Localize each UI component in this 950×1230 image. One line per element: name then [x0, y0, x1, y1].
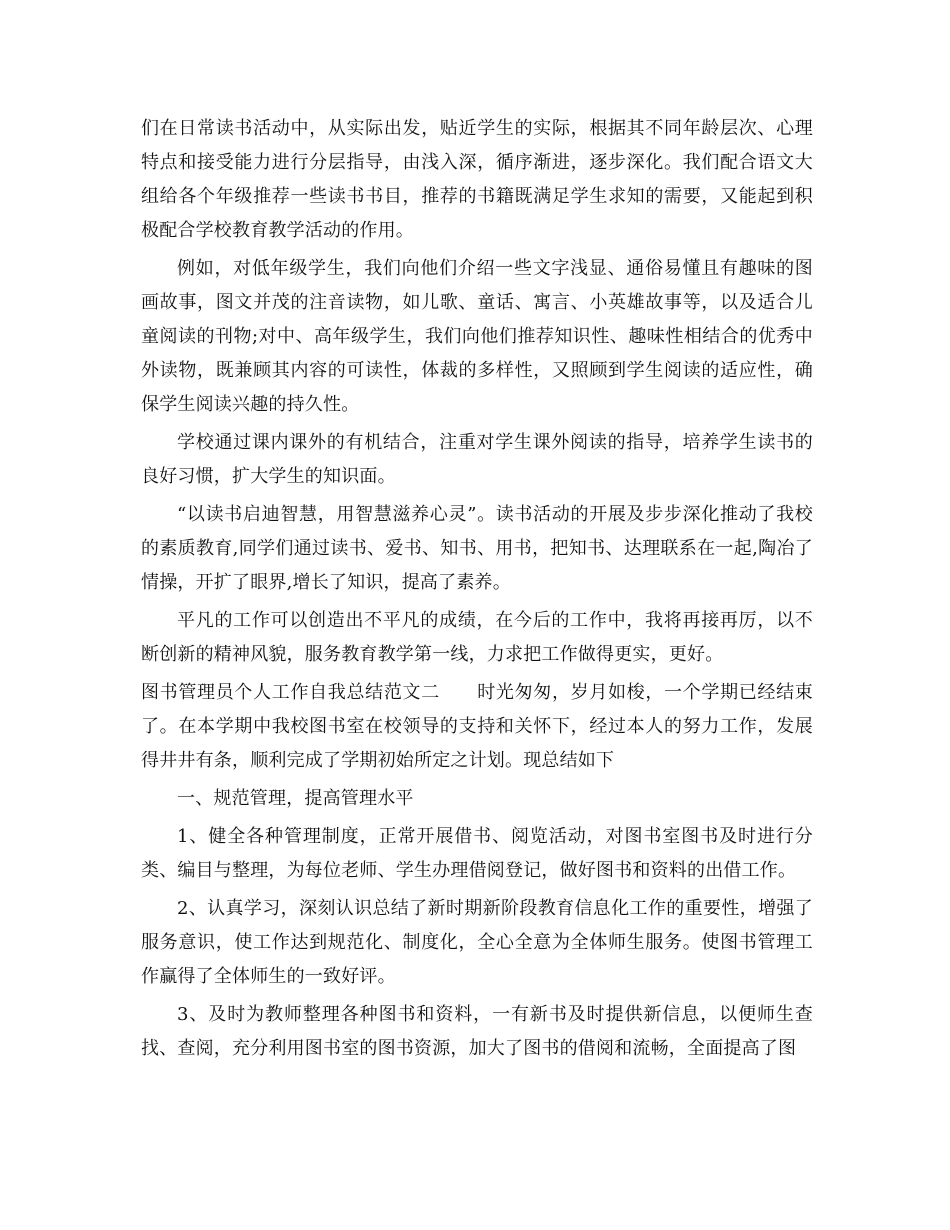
paragraph-5: 平凡的工作可以创造出不平凡的成绩，在今后的工作中，我将再接再厉，以不断创新的精神风貌，服务教育教学第一线，力求把工作做得更实，更好。 — [141, 610, 813, 665]
paragraph-3: 学校通过课内课外的有机结合，注重对学生课外阅读的指导，培养学生读书的良好习惯，扩大学生的知识面。 — [141, 432, 813, 487]
paragraph-4: “以读书启迪智慧，用智慧滋养心灵”。读书活动的开展及步步深化推动了我校的素质教育,同学们通过读书、爱书、知书、用书，把知书、达理联系在一起,陶冶了情操，开扩了眼界,增长了知识，提高了素养。 — [141, 504, 813, 593]
paragraph-8: 1、健全各种管理制度，正常开展借书、阅览活动，对图书室图书及时进行分类、编目与整理，为每位老师、学生办理借阅登记，做好图书和资料的出借工作。 — [141, 826, 813, 881]
paragraph-10: 3、及时为教师整理各种图书和资料，一有新书及时提供新信息，以便师生查找、查阅，充分利用图书室的图书资源，加大了图书的借阅和流畅，全面提高了图 — [141, 1004, 813, 1059]
paragraph-6-section-title: 图书管理员个人工作自我总结范文二 时光匆匆，岁月如梭，一个学期已经结束了。在本学期中我校图书室在校领导的支持和关怀下，经过本人的努力工作，发展得井井有条，顺利完成了学期初始所定之计划。现总结如下 — [141, 682, 813, 771]
paragraph-2: 例如，对低年级学生，我们向他们介绍一些文字浅显、通俗易懂且有趣味的图画故事，图文并茂的注音读物，如儿歌、童话、寓言、小英雄故事等，以及适合儿童阅读的刊物;对中、高年级学生，我们向他们推荐知识性、趣味性相结合的优秀中外读物，既兼顾其内容的可读性，体裁的多样性，又照顾到学生阅读的适应性，确保学生阅读兴趣的持久性。 — [141, 258, 813, 415]
paragraph-7-subheading: 一、规范管理，提高管理水平 — [177, 788, 414, 809]
paragraph-9: 2、认真学习，深刻认识总结了新时期新阶段教育信息化工作的重要性，增强了服务意识，使工作达到规范化、制度化，全心全意为全体师生服务。使图书管理工作赢得了全体师生的一致好评。 — [141, 898, 813, 987]
document-body — [141, 112, 813, 1070]
paragraph-1: 们在日常读书活动中，从实际出发，贴近学生的实际，根据其不同年龄层次、心理特点和接受能力进行分层指导，由浅入深，循序渐进，逐步深化。我们配合语文大组给各个年级推荐一些读书书目，推荐的书籍既满足学生求知的需要，又能起到积极配合学校教育教学活动的作用。 — [141, 118, 813, 241]
